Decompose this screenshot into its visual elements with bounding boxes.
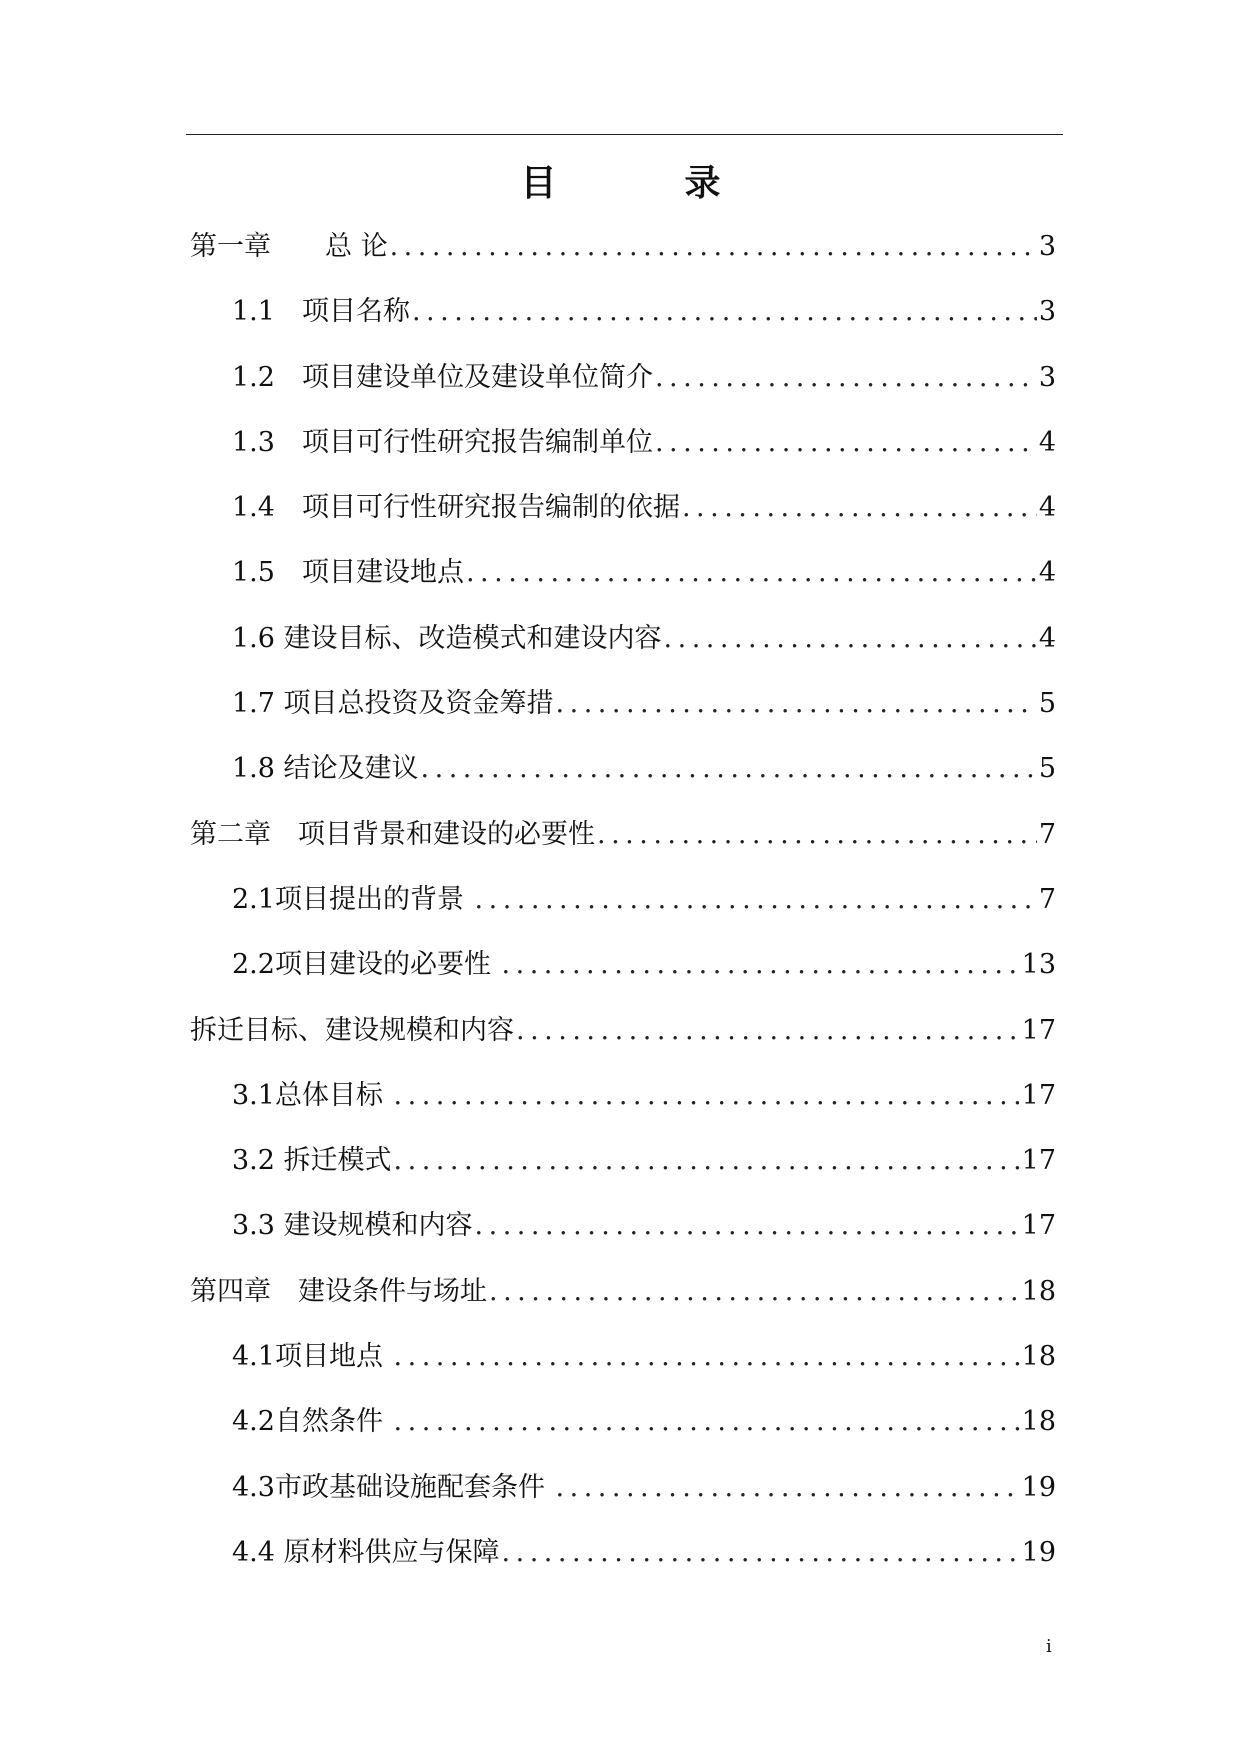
toc-entry-title: 1.5 项目建设地点 — [232, 557, 464, 589]
toc-chapter-entry[interactable] — [190, 222, 1056, 287]
toc-entry-title: 1.7 项目总投资及资金筹措 — [232, 688, 554, 720]
toc-page-number: 17 — [1021, 1079, 1056, 1111]
toc-section-entry[interactable] — [190, 679, 1056, 744]
toc-section-entry[interactable] — [190, 418, 1056, 483]
toc-section-entry[interactable] — [190, 548, 1056, 613]
toc-section-entry[interactable] — [190, 1332, 1056, 1397]
toc-dot-leader — [394, 1136, 1020, 1186]
toc-entry-title: 1.8 结论及建议 — [232, 753, 419, 785]
toc-page-number: 4 — [1038, 492, 1056, 524]
toc-section-entry[interactable] — [190, 287, 1056, 352]
toc-section-entry[interactable] — [190, 940, 1056, 1005]
toc-section-entry[interactable] — [190, 614, 1056, 679]
toc-page-number: 3 — [1038, 296, 1056, 328]
toc-entry-title: 1.4 项目可行性研究报告编制的依据 — [232, 492, 680, 524]
toc-page-number: 17 — [1021, 1145, 1056, 1177]
toc-page-number: 3 — [1038, 361, 1056, 393]
toc-page-number: 18 — [1021, 1406, 1056, 1438]
toc-entry-title: 第四章 建设条件与场址 — [190, 1275, 487, 1307]
toc-entry-title: 3.2 拆迁模式 — [232, 1145, 392, 1177]
toc-dot-leader — [655, 418, 1037, 468]
toc-page-number: 4 — [1038, 622, 1056, 654]
toc-section-entry[interactable] — [190, 1463, 1056, 1528]
toc-section-entry[interactable] — [190, 875, 1056, 940]
toc-entry-title: 3.3 建设规模和内容 — [232, 1210, 473, 1242]
toc-dot-leader — [502, 1528, 1020, 1578]
header-rule — [186, 134, 1063, 135]
toc-section-entry[interactable] — [190, 483, 1056, 548]
toc-dot-leader — [655, 353, 1037, 403]
toc-page-number: 19 — [1021, 1536, 1056, 1568]
toc-dot-leader — [664, 614, 1037, 664]
toc-page-number: 13 — [1021, 949, 1056, 981]
toc-dot-leader — [390, 222, 1037, 272]
toc-entry-title: 4.4 原材料供应与保障 — [232, 1536, 500, 1568]
toc-dot-leader — [556, 1463, 1020, 1513]
toc-entry-title: 1.1 项目名称 — [232, 296, 410, 328]
toc-entry-title: 第二章 项目背景和建设的必要性 — [190, 818, 595, 850]
toc-entry-title: 1.6 建设目标、改造模式和建设内容 — [232, 622, 662, 654]
toc-dot-leader — [394, 1332, 1020, 1382]
toc-entry-title: 4.1项目地点 — [232, 1341, 392, 1373]
toc-entry-title: 拆迁目标、建设规模和内容 — [190, 1014, 514, 1046]
page-title: 目 录 — [520, 163, 767, 204]
toc-page-number: 4 — [1038, 426, 1056, 458]
toc-dot-leader — [475, 875, 1037, 925]
toc-section-entry[interactable] — [190, 1201, 1056, 1266]
toc-dot-leader — [682, 483, 1037, 533]
toc-page-number: 18 — [1021, 1275, 1056, 1307]
toc-entry-title: 1.2 项目建设单位及建设单位简介 — [232, 361, 653, 393]
toc-page-number: 7 — [1038, 883, 1056, 915]
toc-entry-title: 2.1项目提出的背景 — [232, 883, 473, 915]
toc-entry-title: 第一章 总 论 — [190, 231, 388, 262]
toc-dot-leader — [475, 1201, 1020, 1251]
table-of-contents — [190, 222, 1056, 1593]
toc-dot-leader — [466, 548, 1037, 598]
toc-page-number: 17 — [1021, 1014, 1056, 1046]
toc-dot-leader — [412, 287, 1037, 337]
toc-page-number: 3 — [1038, 231, 1056, 262]
toc-page-number: 7 — [1038, 818, 1056, 850]
toc-chapter-entry[interactable] — [190, 1267, 1056, 1332]
toc-page-number: 18 — [1021, 1341, 1056, 1373]
toc-entry-title: 4.3市政基础设施配套条件 — [232, 1471, 554, 1503]
toc-dot-leader — [421, 744, 1037, 794]
toc-page-number: 19 — [1021, 1471, 1056, 1503]
toc-dot-leader — [489, 1267, 1020, 1317]
toc-dot-leader — [502, 940, 1020, 990]
toc-dot-leader — [394, 1397, 1020, 1447]
toc-entry-title: 4.2自然条件 — [232, 1406, 392, 1438]
toc-dot-leader — [556, 679, 1037, 729]
toc-section-entry[interactable] — [190, 353, 1056, 418]
page-number: i — [1046, 1636, 1052, 1657]
toc-section-entry[interactable] — [190, 744, 1056, 809]
toc-chapter-entry[interactable] — [190, 1006, 1056, 1071]
toc-page-number: 4 — [1038, 557, 1056, 589]
toc-section-entry[interactable] — [190, 1397, 1056, 1462]
toc-section-entry[interactable] — [190, 1528, 1056, 1593]
toc-entry-title: 2.2项目建设的必要性 — [232, 949, 500, 981]
toc-page-number: 5 — [1038, 753, 1056, 785]
toc-page-number: 5 — [1038, 688, 1056, 720]
toc-dot-leader — [394, 1071, 1020, 1121]
toc-entry-title: 1.3 项目可行性研究报告编制单位 — [232, 426, 653, 458]
toc-page-number: 17 — [1021, 1210, 1056, 1242]
toc-dot-leader — [597, 810, 1037, 860]
toc-dot-leader — [516, 1006, 1020, 1056]
toc-section-entry[interactable] — [190, 1136, 1056, 1201]
toc-entry-title: 3.1总体目标 — [232, 1079, 392, 1111]
toc-chapter-entry[interactable] — [190, 810, 1056, 875]
toc-section-entry[interactable] — [190, 1071, 1056, 1136]
